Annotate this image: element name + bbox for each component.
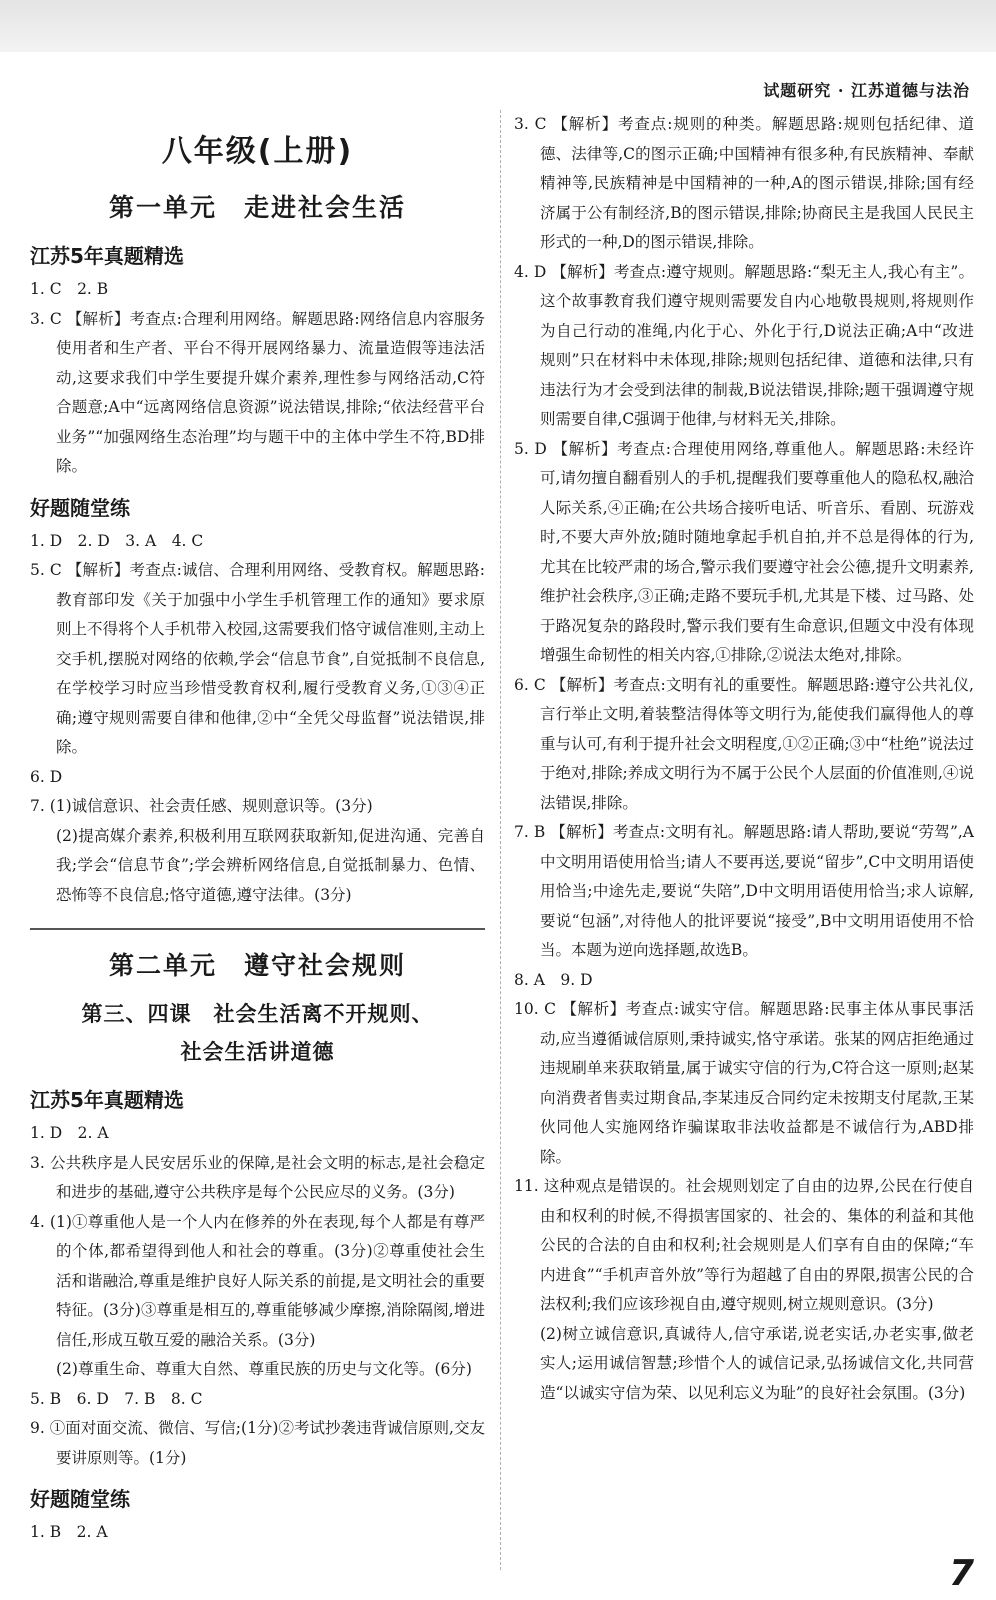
answer-item: 6. D: [30, 767, 63, 786]
answer-item: 6. C 【解析】考查点:文明有礼的重要性。解题思路:遵守公共礼仪,言行举止文明,着装整洁得体等文明行为,能使我们赢得他人的尊重与认可,有利于提升社会文明程度,①②正确;③中“杜绝”说法过于绝对,排除;养成文明行为不属于公民个人层面的价值准则,④说法错误,排除。: [514, 675, 974, 812]
answer-item: 3. 公共秩序是人民安居乐业的保障,是社会文明的标志,是社会稳定和进步的基础,遵守公共秩序是每个公民应尽的义务。(3分): [30, 1153, 485, 1201]
right-column: [514, 110, 974, 1408]
section-heading: 江苏5年真题精选: [30, 244, 184, 268]
answer-item: 11. 这种观点是错误的。社会规则划定了自由的边界,公民在行使自由和权利的时候,不得损害国家的、社会的、集体的利益和其他公民的合法的自由和权利;社会规则是人们享有自由的保障;“车内进食”“手机声音外放”等行为超越了自由的界限,损害公民的合法权利;我们应该珍视自由,遵守规则,树立规则意识。(3分): [514, 1177, 974, 1313]
section-divider: [30, 928, 485, 930]
unit1-title: 第一单元 走进社会生活: [108, 193, 406, 222]
grade-title: 八年级(上册): [161, 134, 354, 169]
answer-item: 3. C 【解析】考查点:规则的种类。解题思路:规则包括纪律、道德、法律等,C的图示正确;中国精神有很多种,有民族精神、奉献精神等,民族精神是中国精神的一种,A的图示错误,排除;国有经济属于公有制经济,B的图示错误,排除;协商民主是我国人民民主形式的一种,D的图示错误,排除。: [514, 115, 974, 251]
answer-item: 3. C 【解析】考查点:合理利用网络。解题思路:网络信息内容服务使用者和生产者、平台不得开展网络暴力、流量造假等违法活动,这要求我们中学生要提升媒介素养,理性参与网络活动,C符合题意;A中“远离网络信息资源”说法错误,排除;“依法经营平台业务”“加强网络生态治理”均与题干中的主体中学生不符,BD排除。: [30, 309, 485, 475]
section-heading: 好题随堂练: [30, 1487, 130, 1511]
answer-item: 7. B 【解析】考查点:文明有礼。解题思路:请人帮助,要说“劳驾”,A中文明用语使用恰当;请人不要再送,要说“留步”,C中文明用语使用恰当;中途先走,要说“失陪”,D中文明用语使用恰当;求人谅解,要说“包涵”,对待他人的批评要说“接受”,B中文明用语使用不恰当。本题为逆向选择题,故选B。: [514, 823, 974, 959]
answer-list: [30, 275, 485, 482]
unit2-title: 第二单元 遵守社会规则: [108, 951, 406, 980]
answer-item: 7. (1)诚信意识、社会责任感、规则意识等。(3分): [30, 797, 373, 815]
answer-item: 8. A 9. D: [514, 970, 593, 989]
section-heading: 好题随堂练: [30, 495, 130, 520]
answer-list: [30, 1518, 485, 1548]
answer-item: 5. B 6. D 7. B 8. C: [30, 1389, 203, 1408]
answer-item: 4. (1)①尊重他人是一个人内在修养的外在表现,每个人都是有尊严的个体,都希望得到他人和社会的尊重。(3分)②尊重使社会生活和谐融洽,尊重是维护良好人际关系的前提,是文明社会的重要特征。(3分)③尊重是相互的,尊重能够减少摩擦,消除隔阂,增进信任,形成互敬互爱的融洽关系。(3分): [30, 1212, 485, 1349]
answer-item: 1. B 2. A: [30, 1523, 108, 1541]
answer-list: [30, 1119, 485, 1355]
running-header: 试题研究 · 江苏道德与法治: [763, 81, 970, 100]
answer-item: 5. D 【解析】考查点:合理使用网络,尊重他人。解题思路:未经许可,请勿擅自翻看别人的手机,提醒我们要尊重他人的隐私权,融洽人际关系,④正确;在公共场合接听电话、听音乐、看剧、玩游戏时,不要大声外放;随时随地拿起手机自拍,并不总是得体的行为,尤其在比较严肃的场合,警示我们要遵守社会公德,提升文明素养,维护社会秩序,③正确;走路不要玩手机,尤其是下楼、过马路、处于路况复杂的路段时,警示我们要有生命意识,但题文中没有体现增强生命韧性的相关内容,①排除,②说法太绝对,排除。: [514, 439, 974, 664]
answer-subitem: (2)尊重生命、尊重大自然、尊重民族的历史与文化等。(6分): [56, 1360, 472, 1378]
answer-list: [30, 527, 485, 822]
answer-subitem: (2)树立诚信意识,真诚待人,信守承诺,说老实话,办老实事,做老实人;运用诚信智慧;珍惜个人的诚信记录,弘扬诚信文化,共同营造“以诚实守信为荣、以见利忘义为耻”的良好社会氛围。(3分): [540, 1324, 974, 1402]
answer-item: 5. C 【解析】考查点:诚信、合理利用网络、受教育权。解题思路:教育部印发《关于加强中小学生手机管理工作的通知》要求原则上不得将个人手机带入校园,这需要我们恪守诚信准则,主动上交手机,摆脱对网络的依赖,学会“信息节食”,自觉抵制不良信息,在学校学习时应当珍惜受教育权利,履行受教育义务,①③④正确;遵守规则需要自律和他律,②中“全凭父母监督”说法错误,排除。: [30, 561, 485, 756]
left-column: [30, 110, 485, 1548]
answer-item: 10. C 【解析】考查点:诚实守信。解题思路:民事主体从事民事活动,应当遵循诚信原则,秉持诚实,恪守承诺。张某的网店拒绝通过违规刷单来获取销量,属于诚实守信的行为,C符合这一原则;赵某向消费者售卖过期食品,李某违反合同约定未按期支付尾款,王某伙同他人实施网络诈骗谋取非法收益都是不诚信行为,ABD排除。: [514, 1000, 974, 1166]
answer-item: 1. D 2. A: [30, 1124, 109, 1142]
answer-subitem: (2)提高媒介素养,积极利用互联网获取新知,促进沟通、完善自我;学会“信息节食”;学会辨析网络信息,自觉抵制暴力、色情、恐怖等不良信息;恪守道德,遵守法律。(3分): [56, 826, 485, 904]
answer-item: 1. C 2. B: [30, 280, 109, 298]
answer-item: 4. D 【解析】考查点:遵守规则。解题思路:“梨无主人,我心有主”。这个故事教育我们遵守规则需要发自内心地敬畏规则,将规则作为自己行动的准绳,内化于心、外化于行,D说法正确;A中“改进规则”只在材料中未体现,排除;规则包括纪律、道德和法律,只有违法行为才会受到法律的制裁,B说法错误,排除;题干强调遵守规则需要自律,C强调于他律,与材料无关,排除。: [514, 262, 974, 428]
column-divider: [500, 110, 502, 1570]
page-number: 7: [948, 1553, 974, 1594]
top-scan-band: [0, 0, 996, 52]
lesson-title: 第三、四课 社会生活离不开规则、: [81, 1002, 434, 1026]
answer-item: 9. ①面对面交流、微信、写信;(1分)②考试抄袭违背诚信原则,交友要讲原则等。(1分): [30, 1419, 485, 1467]
answer-list: [514, 110, 974, 1320]
lesson-title: 社会生活讲道德: [180, 1040, 335, 1064]
section-heading: 江苏5年真题精选: [30, 1088, 184, 1112]
answer-list: [30, 1385, 485, 1474]
answer-item: 1. D 2. D 3. A 4. C: [30, 531, 204, 550]
